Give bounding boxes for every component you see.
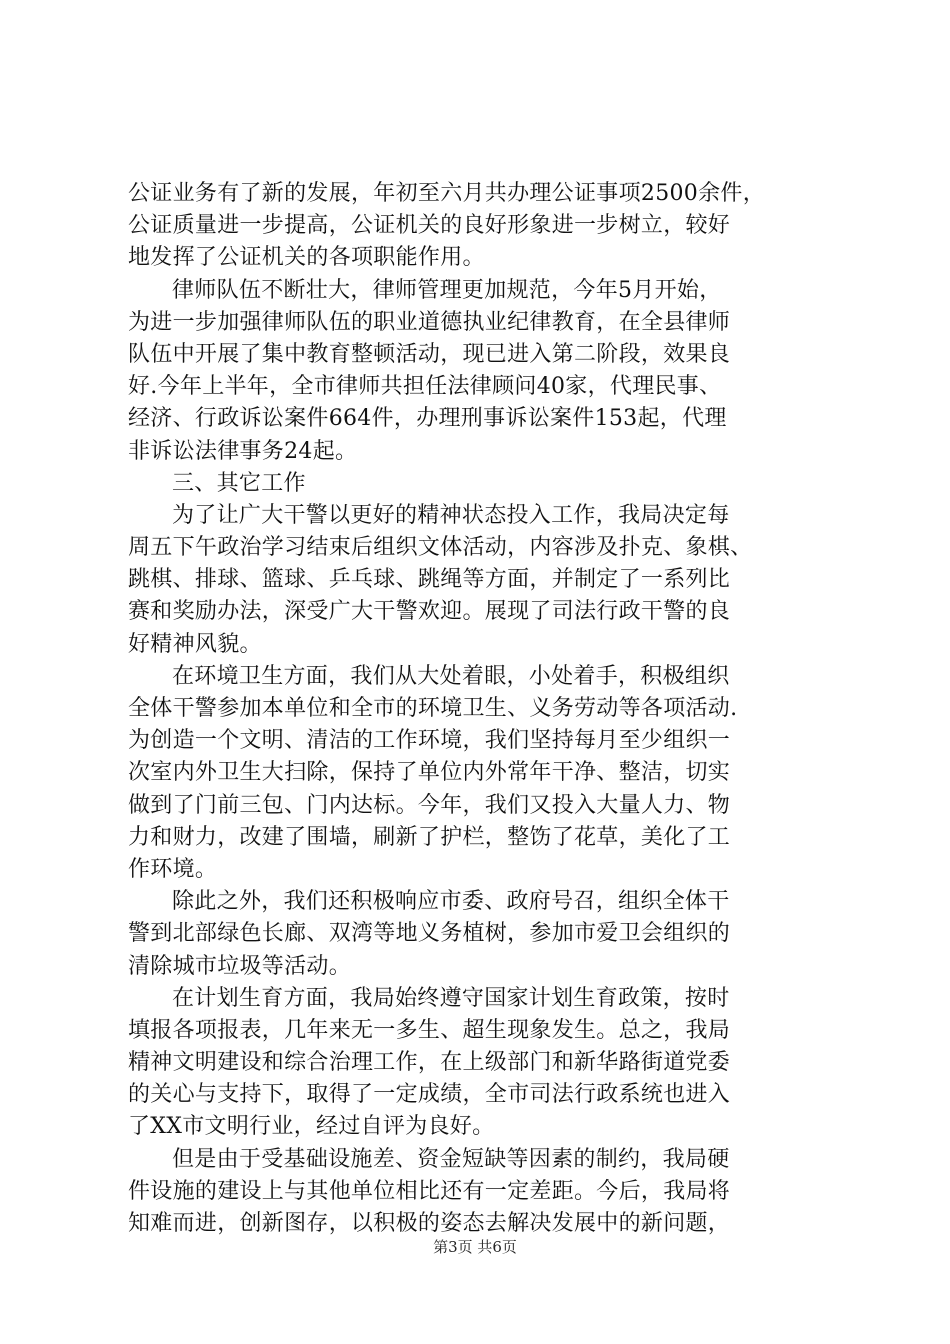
- text-line: 公证质量进一步提高，公证机关的良好形象进一步树立，较好: [128, 213, 731, 239]
- text-line: 次室内外卫生大扫除，保持了单位内外常年干净、整洁，切实: [128, 760, 731, 786]
- text-line: 在环境卫生方面，我们从大处着眼，小处着手，积极组织: [172, 663, 730, 689]
- text-line: 件设施的建设上与其他单位相比还有一定差距。今后，我局将: [128, 1178, 731, 1204]
- text-line: 三、其它工作: [172, 470, 306, 496]
- text-line: 精神文明建设和综合治理工作，在上级部门和新华路街道党委: [128, 1050, 731, 1076]
- page-footer: 第3页 共6页: [433, 1238, 517, 1256]
- text-line: 经济、行政诉讼案件664件，办理刑事诉讼案件153起，代理: [128, 406, 727, 432]
- text-line: 知难而进，创新图存，以积极的姿态去解决发展中的新问题，: [128, 1211, 731, 1236]
- text-line: 全体干警参加本单位和全市的环境卫生、义务劳动等各项活动.: [128, 696, 738, 721]
- text-line: 填报各项报表，几年来无一多生、超生现象发生。总之，我局: [128, 1017, 731, 1043]
- text-line: 律师队伍不断壮大，律师管理更加规范，今年5月开始，: [172, 277, 722, 303]
- document-body: [128, 178, 828, 1240]
- text-line: 但是由于受基础设施差、资金短缺等因素的制约，我局硬: [172, 1146, 730, 1172]
- text-line: 好精神风貌。: [128, 631, 262, 657]
- text-line: 队伍中开展了集中教育整顿活动，现已进入第二阶段，效果良: [128, 341, 731, 367]
- text-line: 为了让广大干警以更好的精神状态投入工作，我局决定每: [172, 502, 730, 528]
- text-line: 了XX市文明行业，经过自评为良好。: [128, 1114, 495, 1140]
- text-line: 的关心与支持下，取得了一定成绩，全市司法行政系统也进入: [128, 1082, 731, 1108]
- text-line: 除此之外，我们还积极响应市委、政府号召，组织全体干: [172, 889, 730, 915]
- text-line: 赛和奖励办法，深受广大干警欢迎。展现了司法行政干警的良: [128, 599, 731, 625]
- text-line: 做到了门前三包、门内达标。今年，我们又投入大量人力、物: [128, 792, 731, 818]
- text-line: 为创造一个文明、清洁的工作环境，我们坚持每月至少组织一: [128, 728, 731, 754]
- text-line: 力和财力，改建了围墙，刷新了护栏，整饬了花草，美化了工: [128, 824, 731, 850]
- text-line: 清除城市垃圾等活动。: [128, 953, 352, 979]
- text-line: 作环境。: [128, 856, 218, 882]
- text-line: 跳棋、排球、篮球、乒乓球、跳绳等方面，并制定了一系列比: [128, 567, 731, 593]
- text-line: 非诉讼法律事务24起。: [128, 438, 358, 464]
- text-line: 在计划生育方面，我局始终遵守国家计划生育政策，按时: [172, 985, 730, 1011]
- text-line: 为进一步加强律师队伍的职业道德执业纪律教育，在全县律师: [128, 309, 731, 335]
- text-line: 周五下午政治学习结束后组织文体活动，内容涉及扑克、象棋、: [128, 535, 753, 561]
- text-line: 警到北部绿色长廊、双湾等地义务植树，参加市爱卫会组织的: [128, 921, 731, 947]
- text-line: 地发挥了公证机关的各项职能作用。: [128, 245, 485, 271]
- text-line: 公证业务有了新的发展，年初至六月共办理公证事项2500余件，: [128, 181, 765, 206]
- text-line: 好.今年上半年，全市律师共担任法律顾问40家，代理民事、: [128, 374, 722, 400]
